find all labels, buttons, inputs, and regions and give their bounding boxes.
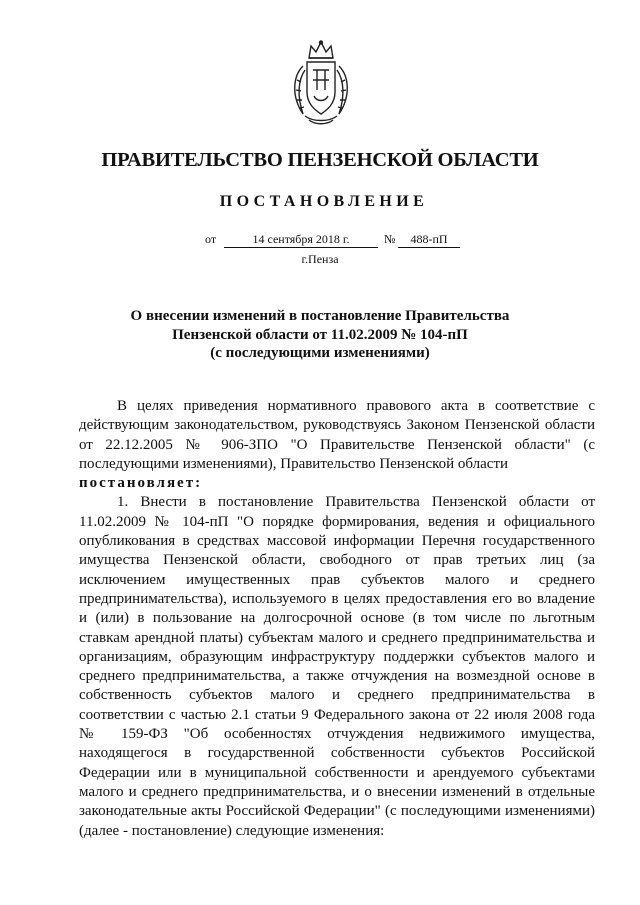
coat-of-arms-emblem — [289, 40, 353, 126]
subject-line-3: (с последующими изменениями) — [210, 345, 430, 361]
document-body — [79, 397, 595, 841]
date-prefix: от — [205, 232, 217, 246]
number-sign: № — [384, 232, 396, 246]
subject-line-2: Пензенской области от 11.02.2009 № 104-пП — [172, 326, 468, 343]
document-date: 14 сентября 2018 г. — [224, 232, 378, 248]
document-number: 488-пП — [398, 232, 460, 248]
resolves-word: постановляет: — [79, 475, 203, 492]
city: г.Пенза — [301, 252, 339, 266]
document-type: ПОСТАНОВЛЕНИЕ — [219, 193, 429, 210]
item-1-paragraph: 1. Внести в постановление Правительства Пензенской области от 11.02.2009 № 104-пП "О порядке формирования, ведения и официального опубликования в средствах массовой информации Перечня государственного имущества Пензенской области, свободного от прав третьих лиц (за исключением имущественных прав субъектов малого и среднего предпринимательства), используемого в целях предоставления его во владение и (или) в пользование на долгосрочной основе (в том числе по льготным ставкам арендной платы) субъектам малого и среднего предпринимательства и организациям, образующим инфраструктуру поддержки субъектов малого и среднего предпринимательства, а также отчуждения на возмездной основе в собственность субъектов малого и среднего предпринимательства в соответствии с частью 2.1 статьи 9 Федерального закона от 22 июля 2008 года № 159-ФЗ "Об особенностях отчуждения недвижимого имущества, находящегося в государственной собственности субъектов Российской Федерации или в муниципальной собственности и арендуемого субъектами малого и среднего предпринимательства, и о внесении изменений в отдельные законодательные акты Российской Федерации" (с последующими изменениями) (далее - постановление) следующие изменения: — [79, 494, 595, 839]
document-subject — [0, 307, 640, 363]
government-title: ПРАВИТЕЛЬСТВО ПЕНЗЕНСКОЙ ОБЛАСТИ — [101, 149, 539, 171]
subject-line-1: О внесении изменений в постановление Правительства — [130, 308, 510, 324]
preamble-paragraph: В целях приведения нормативного правового акта в соответствие с действующим законодательством, руководствуясь Законом Пензенской области от 22.12.2005 № 906-ЗПО "О Правительстве Пензенской области" (с последующими изменениями), Правительство Пензенской области — [79, 398, 595, 472]
